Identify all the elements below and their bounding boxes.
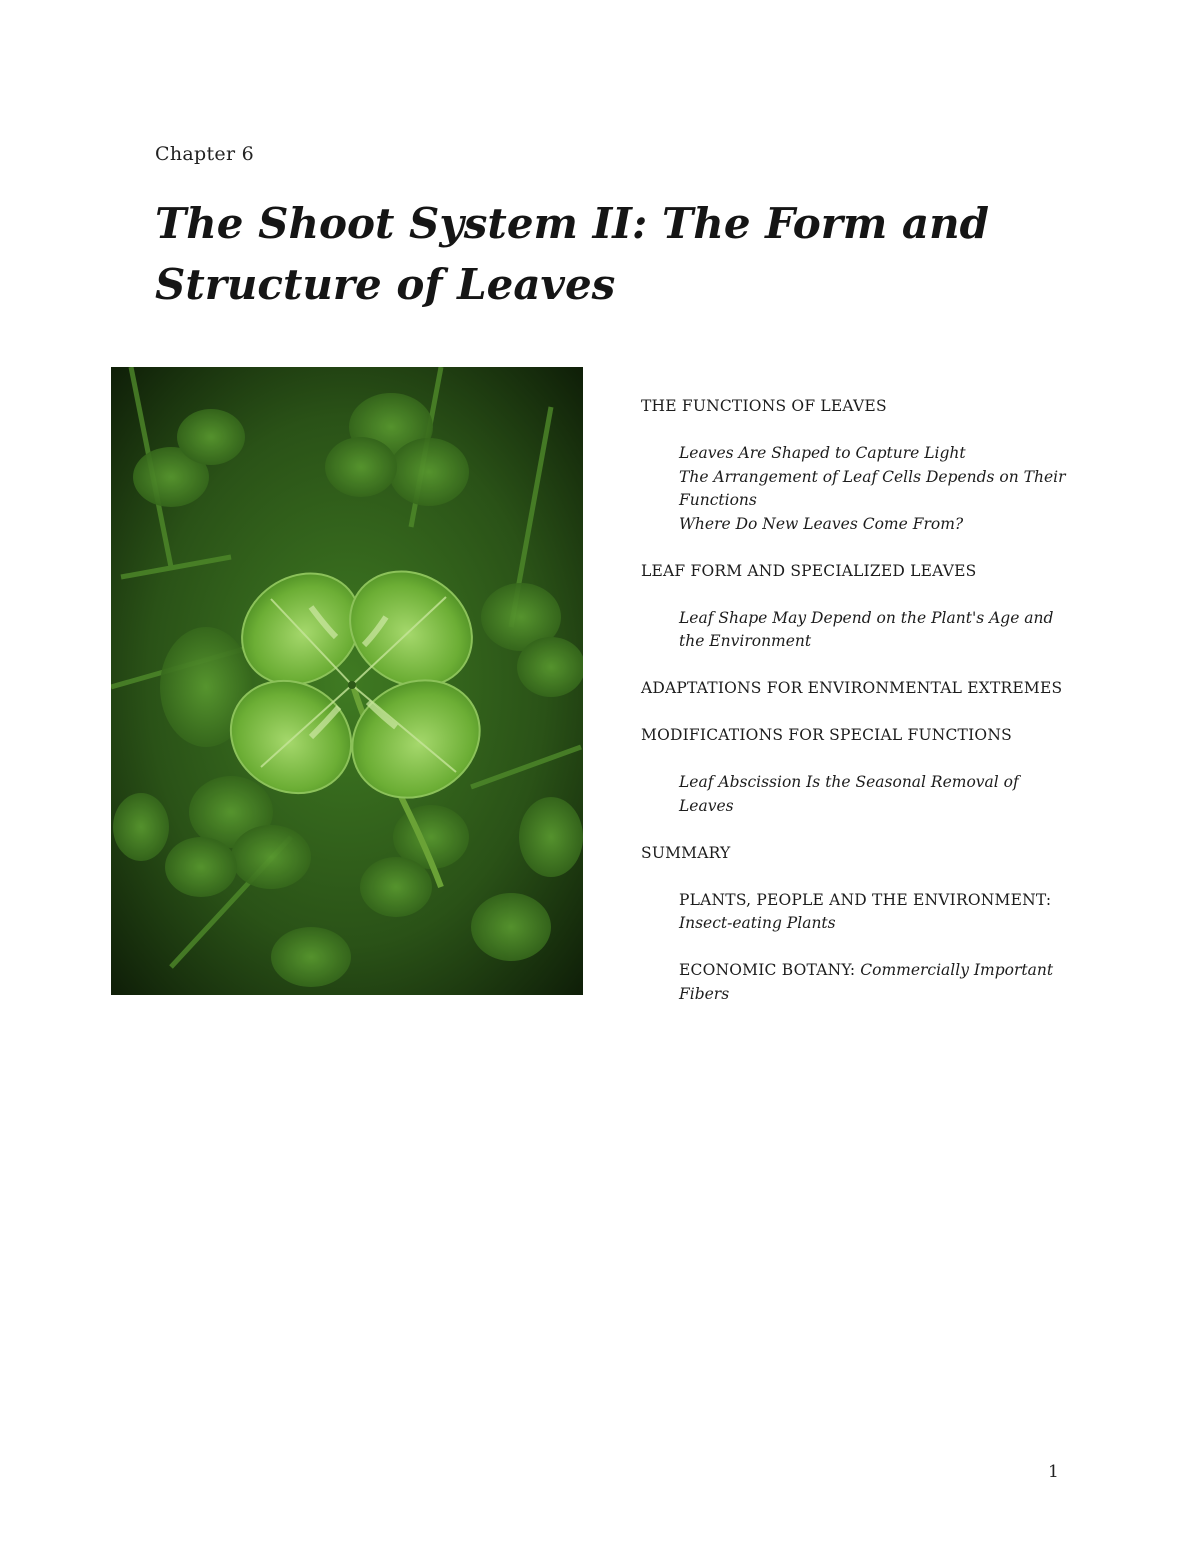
toc-feature[interactable]: [679, 889, 1071, 936]
four-leaf-clover-photo: [111, 367, 583, 995]
toc-section[interactable]: LEAF FORM AND SPECIALIZED LEAVES: [641, 561, 977, 580]
toc-subsection[interactable]: The Arrangement of Leaf Cells Depends on Their Functions: [679, 467, 1066, 509]
chapter-label: Chapter 6: [155, 143, 255, 165]
chapter-title: The Shoot System II: The Form and Structure of Leaves: [155, 199, 990, 309]
toc-feature[interactable]: [679, 959, 1071, 1006]
toc-section[interactable]: MODIFICATIONS FOR SPECIAL FUNCTIONS: [641, 726, 1012, 744]
toc-section[interactable]: THE FUNCTIONS OF LEAVES: [641, 397, 887, 415]
toc-subsection[interactable]: Leaves Are Shaped to Capture Light: [679, 444, 966, 462]
toc-subsection[interactable]: Leaf Shape May Depend on the Plant's Age and the Environment: [679, 608, 1054, 650]
toc-section[interactable]: ADAPTATIONS FOR ENVIRONMENTAL EXTREMES: [641, 679, 1063, 697]
page-number: 1: [1048, 1462, 1059, 1482]
toc-subsection[interactable]: Leaf Abscission Is the Seasonal Removal of Leaves: [679, 773, 1019, 815]
toc-feature-desc: Commercially Important Fibers: [679, 961, 1054, 1003]
toc-feature-label: ECONOMIC BOTANY:: [679, 961, 856, 979]
toc-feature-label: PLANTS, PEOPLE AND THE ENVIRONMENT:: [679, 890, 1052, 909]
toc-feature-desc: Insect-eating Plants: [679, 914, 836, 932]
table-of-contents: [641, 395, 1071, 1030]
toc-section[interactable]: SUMMARY: [641, 843, 731, 862]
toc-subsection[interactable]: Where Do New Leaves Come From?: [679, 514, 964, 533]
